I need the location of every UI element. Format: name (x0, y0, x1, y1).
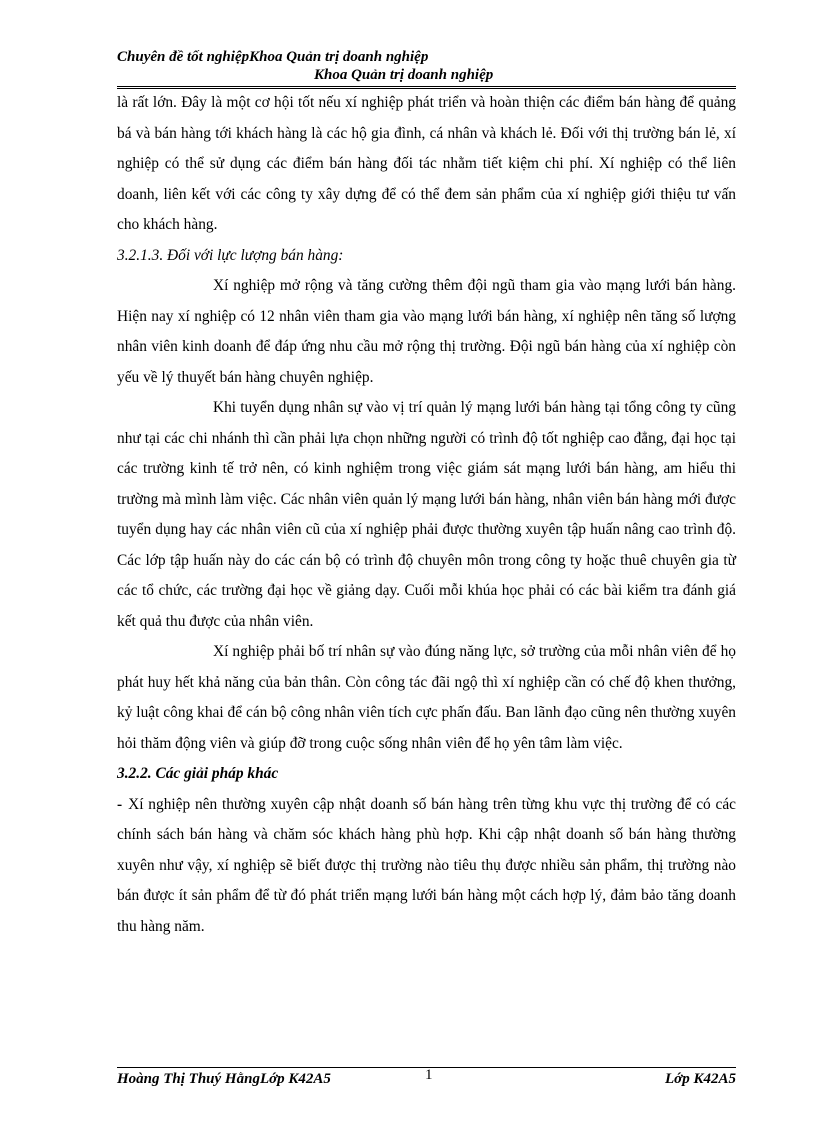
paragraph-2: Xí nghiệp mở rộng và tăng cường thêm đội ngũ tham gia vào mạng lưới bán hàng. Hiện nay xí nghiệp có 12 nhân viên tham gia vào mạng lưới bán hàng, xí nghiệp nên tăng số lượng nhân viên kinh doanh để đáp ứng nhu cầu mở rộng thị trường. Đội ngũ bán hàng của xí nghiệp còn yếu về lý thuyết bán hàng chuyên nghiệp. (117, 277, 736, 386)
header-line-2: Khoa Quản trị doanh nghiệp (314, 67, 494, 83)
paragraph-4: Xí nghiệp phải bố trí nhân sự vào đúng năng lực, sở trường của mỗi nhân viên để họ phát huy hết khả năng của bản thân. Còn công tác đãi ngộ thì xí nghiệp cần có chế độ khen thưởng, kỷ luật công khai để cán bộ công nhân viên tích cực phấn đấu. Ban lãnh đạo cũng nên thường xuyên hỏi thăm động viên và giúp đỡ trong cuộc sống nhân viên để họ yên tâm làm việc. (117, 643, 736, 752)
paragraph-1: là rất lớn. Đây là một cơ hội tốt nếu xí nghiệp phát triển và hoàn thiện các điểm bán hàng để quảng bá và bán hàng tới khách hàng là các hộ gia đình, cá nhân và khách lẻ. Đối với thị trường bán lẻ, xí nghiệp có thể sử dụng các điểm bán hàng đối tác nhằm tiết kiệm chi phí. Xí nghiệp có thể liên doanh, liên kết với các công ty xây dựng để có thể đem sản phẩm của xí nghiệp giới thiệu tư vấn cho khách hàng. (117, 94, 736, 233)
page-number: 1 (425, 1067, 433, 1083)
footer-author: Hoàng Thị Thuý HằngLớp K42A5 (117, 1071, 331, 1087)
bullet-paragraph (117, 790, 736, 943)
body-text (117, 88, 736, 942)
paragraph-3: Khi tuyển dụng nhân sự vào vị trí quản lý mạng lưới bán hàng tại tổng công ty cũng như tại các chi nhánh thì cần phải lựa chọn những người có trình độ tốt nghiệp cao đẳng, đại học tại các trường kinh tế trở nên, có kinh nghiệm trong việc giám sát mạng lưới bán hàng, am hiểu thi trường mà mình làm việc. Các nhân viên quản lý mạng lưới bán hàng, nhân viên bán hàng mới được tuyển dụng hay các nhân viên cũ của xí nghiệp phải được thường xuyên tập huấn nâng cao trình độ. Các lớp tập huấn này do các cán bộ có trình độ chuyên môn trong công ty hoặc thuê chuyên gia từ các tổ chức, các trường đại học về giảng dạy. Cuối mỗi khúa học phải có các bài kiểm tra đánh giá kết quả thu được của nhân viên. (117, 399, 736, 630)
footer-class: Lớp K42A5 (665, 1071, 736, 1087)
section-heading-3-2-1-3: 3.2.1.3. Đối với lực lượng bán hàng: (117, 246, 344, 264)
section-heading-3-2-2: 3.2.2. Các giải pháp khác (117, 765, 279, 782)
header-line-1: Chuyên đề tốt nghiệpKhoa Quản trị doanh nghiệp (117, 49, 429, 65)
bullet-text: Xí nghiệp nên thường xuyên cập nhật doanh số bán hàng trên từng khu vực thị trường để có các chính sách bán hàng và chăm sóc khách hàng phù hợp. Khi cập nhật doanh số bán hàng thường xuyên như vậy, xí nghiệp sẽ biết được thị trường nào tiêu thụ được nhiều sản phẩm, thị trường nào bán được ít sản phẩm để từ đó phát triển mạng lưới bán hàng một cách hợp lý, đảm bảo tăng doanh thu hàng năm. (117, 795, 736, 935)
bullet-dash: - (117, 795, 123, 813)
